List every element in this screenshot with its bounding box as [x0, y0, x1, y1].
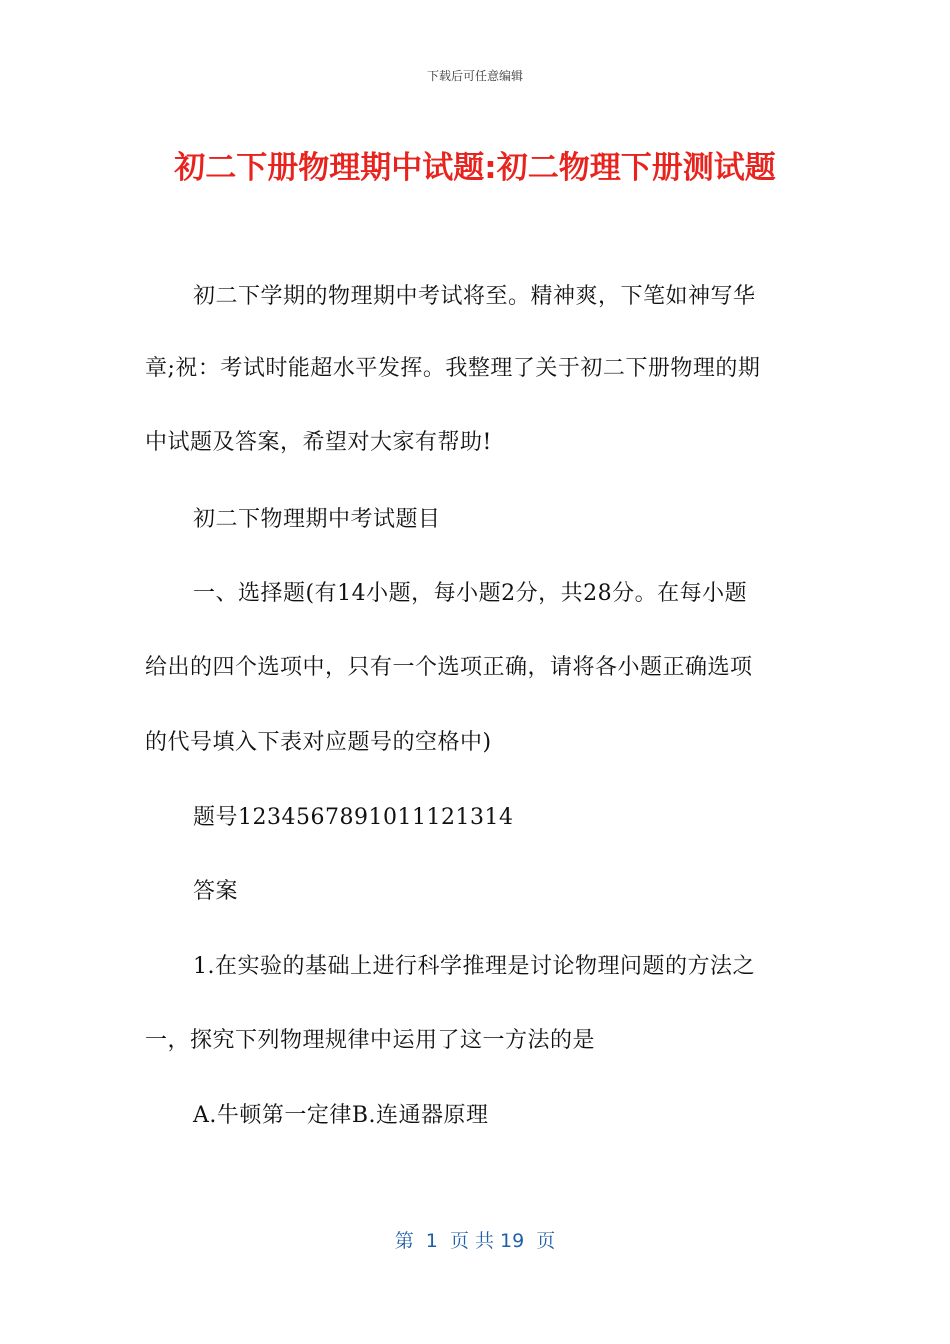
answer-row: 答案	[193, 879, 239, 904]
document-title: 初二下册物理期中试题:初二物理下册测试题	[174, 150, 776, 186]
paragraph-line-1: 初二下学期的物理期中考试将至。精神爽，下笔如神写华	[193, 284, 756, 309]
instruction-line-1: 一、选择题(有14小题，每小题2分，共28分。在每小题	[193, 581, 748, 606]
question-1-line-1: 1.在实验的基础上进行科学推理是讨论物理问题的方法之	[193, 954, 755, 979]
question-1-line-2: 一，探究下列物理规律中运用了这一方法的是	[145, 1028, 596, 1053]
section-heading: 初二下物理期中考试题目	[193, 507, 441, 532]
paragraph-line-2: 章;祝：考试时能超水平发挥。我整理了关于初二下册物理的期	[145, 356, 761, 381]
instruction-line-3: 的代号填入下表对应题号的空格中)	[145, 730, 492, 755]
page-number: 第 1 页 共 19 页	[394, 1230, 556, 1252]
question-number-row: 题号1234567891011121314	[193, 805, 514, 830]
instruction-line-2: 给出的四个选项中，只有一个选项正确，请将各小题正确选项	[145, 655, 753, 680]
download-note: 下载后可任意编辑	[426, 69, 523, 83]
question-1-options: A.牛顿第一定律B.连通器原理	[193, 1103, 489, 1128]
paragraph-line-3: 中试题及答案，希望对大家有帮助!	[145, 430, 492, 455]
